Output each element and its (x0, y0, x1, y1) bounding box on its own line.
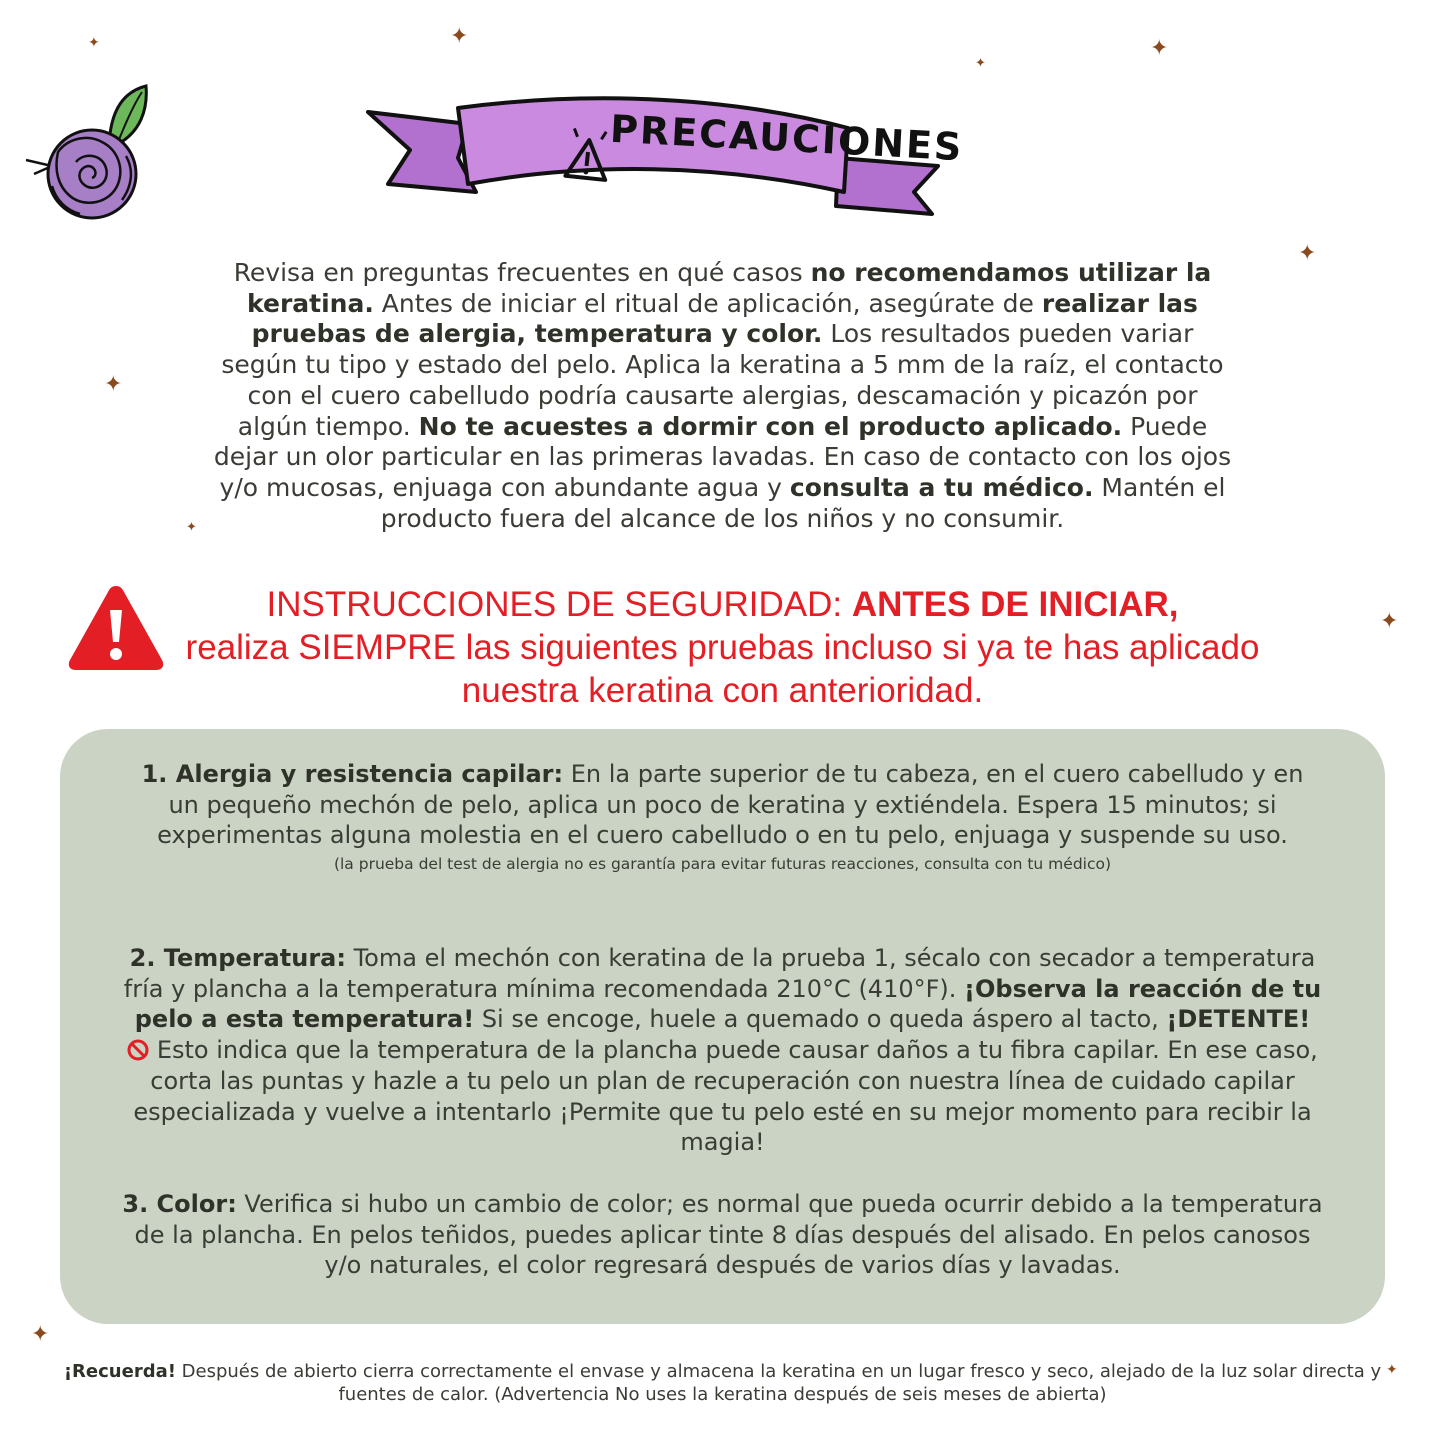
purple-rose-icon (22, 82, 152, 222)
sparkle-star-icon: ✦ (88, 35, 100, 51)
stop-sign-icon (127, 1039, 149, 1061)
banner-title: PRECAUCIONES (609, 106, 965, 170)
sparkle-star-icon: ✦ (31, 1322, 50, 1347)
sparkle-star-icon: ✦ (1380, 609, 1399, 634)
footer-reminder: ¡Recuerda! Después de abierto cierra correctamente el envase y almacena la keratina en un lugar fresco y seco, alejado de la luz solar directa y fuentes de calor. (Advertencia No uses la keratina después de seis meses de abierta) (63, 1361, 1382, 1405)
allergy-note: (la prueba del test de alergia no es garantía para evitar futuras reacciones, consulta con tu médico) (333, 855, 1112, 874)
test-temperature: 2. Temperatura: Toma el mechón con keratina de la prueba 1, sécalo con secador a temperatura fría y plancha a la temperatura mínima recomendada 210°C (410°F). ¡Observa la reacción de tu pelo a esta temperatura! Si se encoge, huele a quemado o queda áspero al tacto, ¡DETENTE! Esto indica que la temperatura de la plancha puede causar daños a tu fibra capilar. En ese caso, corta las puntas y hazle a tu pelo un plan de recuperación con nuestra línea de cuidado capilar especializada y vuelve a intentarlo ¡Permite que tu pelo esté en su mejor momento para recibir la magia! (123, 944, 1322, 1157)
intro-paragraph: Revisa en preguntas frecuentes en qué casos no recomendamos utilizar la keratina. Antes de iniciar el ritual de aplicación, asegúrate de realizar las pruebas de alergia, temperatura y color. Los resultados pueden variar según tu tipo y estado del pelo. Aplica la keratina a 5 mm de la raíz, el contacto con el cuero cabelludo podría causarte alergias, descamación y picazón por algún tiempo. No te acuestes a dormir con el producto aplicado. Puede dejar un olor particular en las primeras lavadas. En caso de contacto con los ojos y/o mucosas, enjuaga con abundante agua y consulta a tu médico. Mantén el producto fuera del alcance de los niños y no consumir. (213, 258, 1232, 533)
warning-triangle-icon (66, 580, 166, 674)
sparkle-star-icon: ✦ (104, 372, 123, 397)
sparkle-star-icon: ✦ (975, 56, 986, 71)
safety-instructions: INSTRUCCIONES DE SEGURIDAD: ANTES DE INICIAR, realiza SIEMPRE las siguientes pruebas incluso si ya te has aplicado nuestra keratina con anterioridad. (185, 585, 1260, 710)
sparkle-star-icon: ✦ (450, 24, 469, 49)
test-allergy: 1. Alergia y resistencia capilar: En la parte superior de tu cabeza, en el cuero cabelludo y en un pequeño mechón de pelo, aplica un poco de keratina y extiéndela. Espera 15 minutos; si experimentas alguna molestia en el cuero cabelludo o en tu pelo, enjuaga y suspende su uso. (la prueba del test de alergia no es garantía para evitar futuras reacciones, consulta con tu médico) (60, 759, 1385, 877)
sparkle-star-icon: ✦ (1386, 1362, 1398, 1378)
test-color: 3. Color: Verifica si hubo un cambio de color; es normal que pueda ocurrir debido a la temperatura de la plancha. En pelos teñidos, puedes aplicar tinte 8 días después del alisado. En pelos canosos y/o naturales, el color regresará después de varios días y lavadas. (122, 1190, 1323, 1280)
sparkle-star-icon: ✦ (186, 520, 197, 535)
tests-card (60, 729, 1385, 1324)
sparkle-star-icon: ✦ (1150, 36, 1169, 61)
sparkle-star-icon: ✦ (1298, 241, 1317, 266)
